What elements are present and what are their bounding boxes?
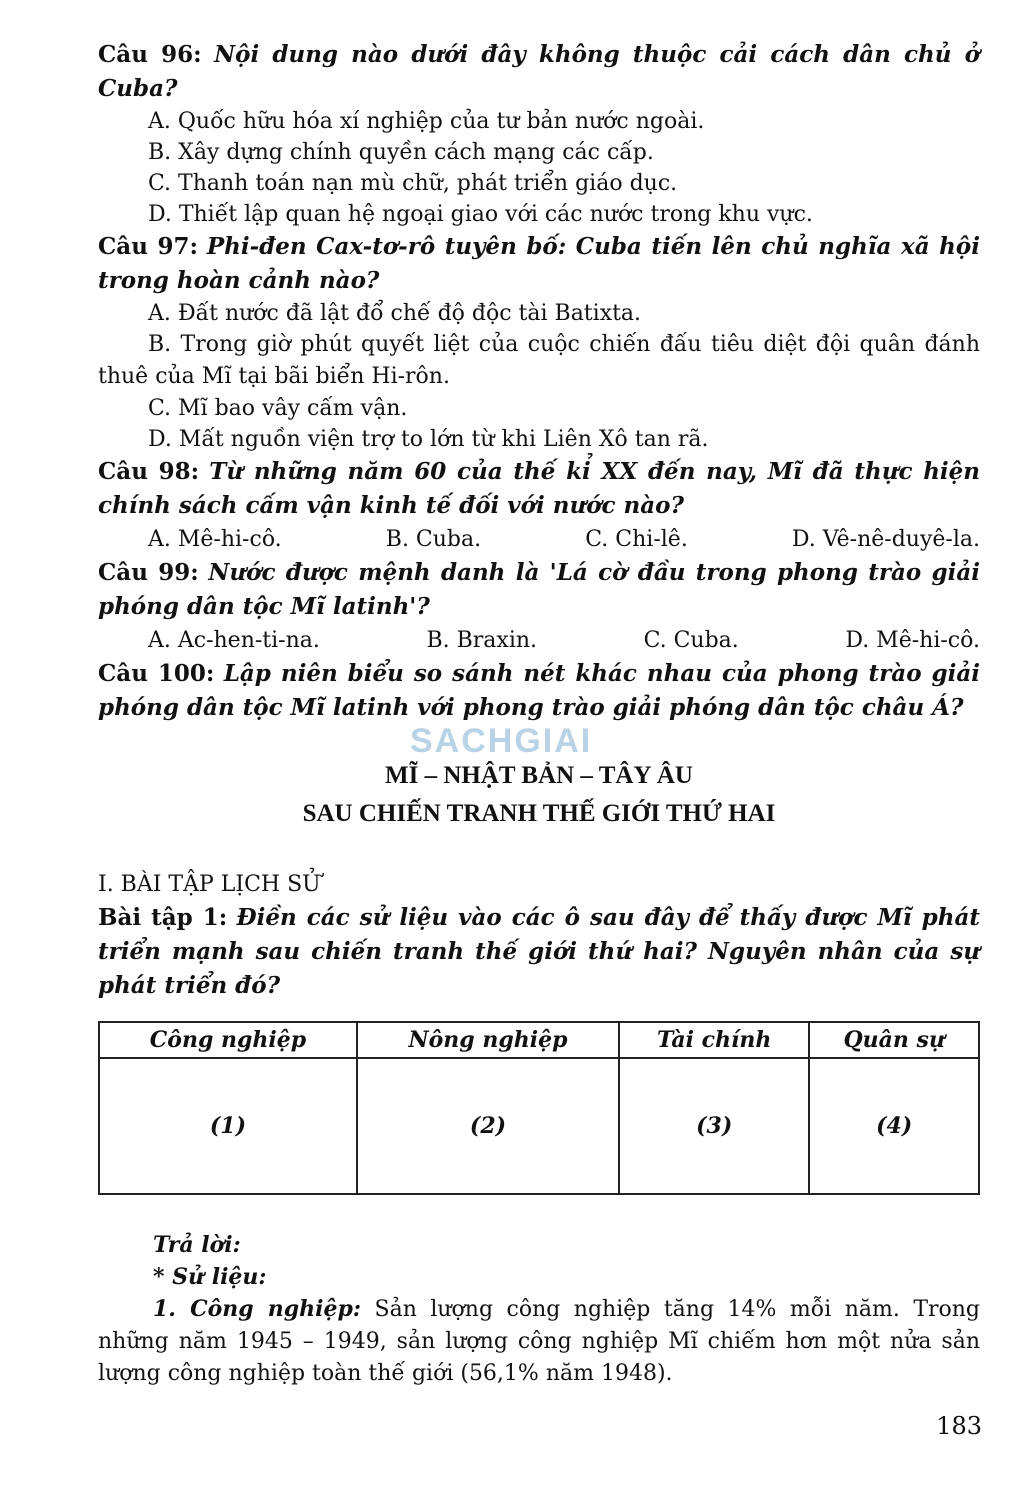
option-b: B. Cuba. <box>385 527 482 552</box>
option-d: D. Mất nguồn viện trợ to lớn từ khi Liên Xô tan rã. <box>148 427 709 452</box>
question-number: Câu 99: <box>98 559 199 586</box>
table-cell: (2) <box>357 1058 619 1194</box>
options-row <box>148 624 980 657</box>
table-header: Nông nghiệp <box>357 1022 619 1058</box>
chapter-heading-line1: MĨ – NHẬT BẢN – TÂY ÂU <box>385 762 693 789</box>
option-a: A. Đất nước đã lật đổ chế độ độc tài Batixta. <box>148 301 642 326</box>
question-97 <box>98 230 980 298</box>
option-d: D. Mê-hi-cô. <box>845 628 980 653</box>
question-text: Nội dung nào dưới đây không thuộc cải cách dân chủ ở Cuba? <box>98 41 981 102</box>
option-d: D. Vê-nê-duyê-la. <box>791 527 980 552</box>
page-number: 183 <box>936 1412 982 1440</box>
question-99 <box>98 556 980 624</box>
exercise-1 <box>98 901 980 1003</box>
option-a: A. Mê-hi-cô. <box>148 527 282 552</box>
question-98 <box>98 455 980 523</box>
question-number: Câu 96: <box>98 41 202 68</box>
exercise-text: Điền các sử liệu vào các ô sau đây để thấy được Mĩ phát triển mạnh sau chiến tranh thế giới thứ hai? Nguyên nhân của sự phát triển đó? <box>98 904 980 999</box>
question-number: Câu 100: <box>98 660 215 687</box>
option-c: C. Mĩ bao vây cấm vận. <box>148 396 408 421</box>
table-header: Công nghiệp <box>99 1022 357 1058</box>
table-header: Quân sự <box>809 1022 979 1058</box>
question-100 <box>98 657 980 725</box>
question-number: Câu 97: <box>98 233 198 260</box>
section-title: I. BÀI TẬP LỊCH SỬ <box>98 872 321 897</box>
question-text: Lập niên biểu so sánh nét khác nhau của phong trào giải phóng dân tộc Mĩ latinh với phong trào giải phóng dân tộc châu Á? <box>98 660 980 721</box>
watermark-logo: SACHGIAI <box>410 722 593 760</box>
question-text: Từ những năm 60 của thế kỉ XX đến nay, Mĩ đã thực hiện chính sách cấm vận kinh tế đối với nước nào? <box>98 458 981 519</box>
paragraph-industry <box>98 1293 980 1390</box>
option-b: B. Braxin. <box>426 628 538 653</box>
options-row <box>148 523 980 556</box>
answer-label: Trả lời: <box>153 1232 241 1258</box>
option-c: C. Chi-lê. <box>585 527 688 552</box>
option-b: B. Trong giờ phút quyết liệt của cuộc chiến đấu tiêu diệt đội quân đánh thuê của Mĩ tại bãi biển Hi-rôn. <box>98 332 980 389</box>
question-96 <box>98 38 980 106</box>
option-d: D. Thiết lập quan hệ ngoại giao với các nước trong khu vực. <box>148 202 813 227</box>
table-row <box>99 1058 979 1194</box>
question-text: Phi-đen Cax-tơ-rô tuyên bố: Cuba tiến lên chủ nghĩa xã hội trong hoàn cảnh nào? <box>98 233 980 294</box>
page-content <box>98 38 980 1390</box>
chapter-heading-line2: SAU CHIẾN TRANH THẾ GIỚI THỨ HAI <box>302 800 776 827</box>
option-c: C. Thanh toán nạn mù chữ, phát triển giáo dục. <box>148 171 678 196</box>
table-cell: (3) <box>619 1058 809 1194</box>
data-table <box>98 1021 980 1195</box>
source-label: * Sử liệu: <box>153 1264 267 1290</box>
option-c: C. Cuba. <box>643 628 739 653</box>
table-cell: (1) <box>99 1058 357 1194</box>
option-a: A. Quốc hữu hóa xí nghiệp của tư bản nước ngoài. <box>148 109 705 134</box>
question-text: Nước được mệnh danh là 'Lá cờ đầu trong phong trào giải phóng dân tộc Mĩ latinh'? <box>98 559 980 620</box>
table-header-row <box>99 1022 979 1058</box>
option-b: B. Xây dựng chính quyền cách mạng các cấp. <box>148 140 654 165</box>
question-number: Câu 98: <box>98 458 200 485</box>
paragraph-text: Sản lượng công nghiệp tăng 14% mỗi năm. Trong những năm 1945 – 1949, sản lượng công nghiệp Mĩ chiếm hơn một nửa sản lượng công nghiệp toàn thế giới (56,1% năm 1948). <box>98 1297 981 1386</box>
table-header: Tài chính <box>619 1022 809 1058</box>
option-a: A. Ac-hen-ti-na. <box>148 628 320 653</box>
table-cell: (4) <box>809 1058 979 1194</box>
exercise-number: Bài tập 1: <box>98 904 228 931</box>
paragraph-lead: 1. Công nghiệp: <box>153 1296 362 1322</box>
